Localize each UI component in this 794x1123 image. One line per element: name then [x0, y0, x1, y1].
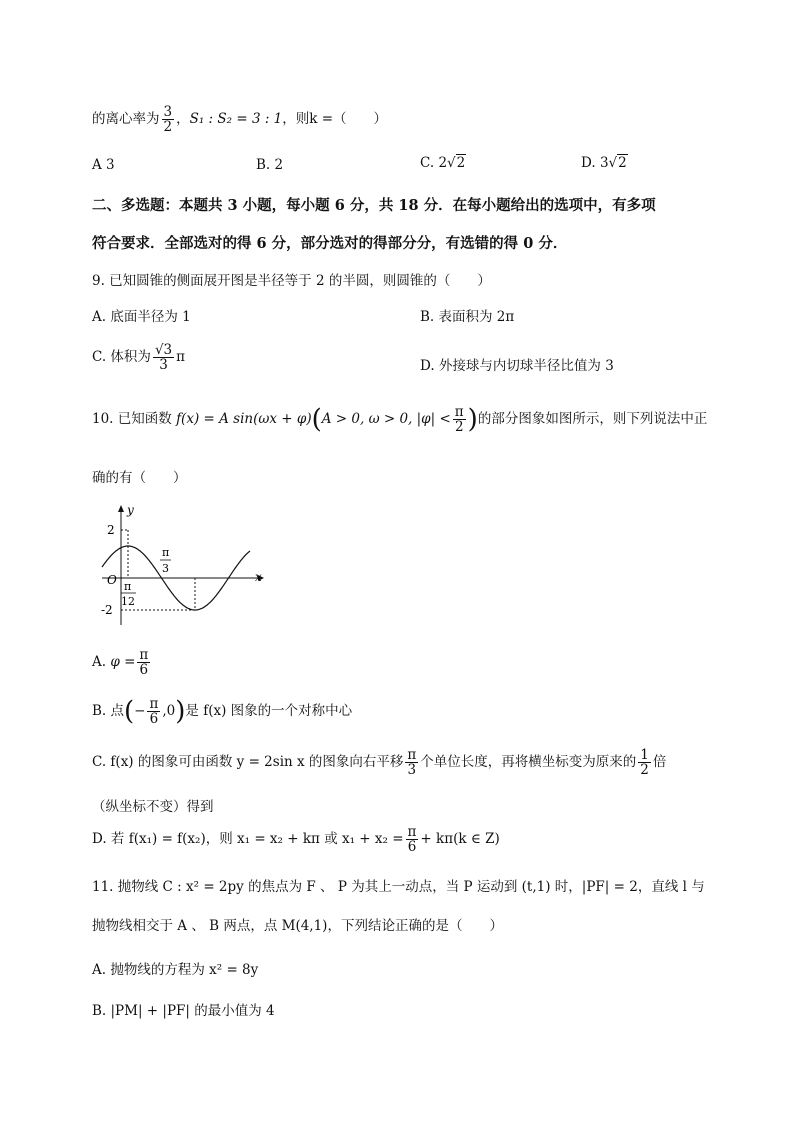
q9-option-d: D. 外接球与内切球半径比值为 3	[420, 358, 614, 374]
q9-option-c: C. 体积为 $\frac{√3}{3}$ π	[92, 342, 186, 374]
tick1-num: π	[124, 580, 132, 593]
q11-option-a: A. 抛物线的方程为 x² = 8y	[92, 962, 259, 978]
area-ratio: S₁ : S₂ = 3 : 1	[189, 111, 283, 128]
q11-option-b: B. |PM| + |PF| 的最小值为 4	[92, 1003, 275, 1019]
q10-option-a: A. φ = $\frac{\pi}{6}$	[92, 647, 149, 679]
q8-option-c: C. 2√2	[420, 155, 466, 171]
sine-graph	[92, 500, 272, 635]
q10-option-c-line2: （纵坐标不变）得到	[92, 799, 214, 815]
q10-option-c-line1: C. f(x) 的图象可由函数 y = 2sin x 的图象向右平移 $\frac{\pi}{3}$ 个单位长度，再将横坐标变为原来的 $\frac{1}{2}$ 倍	[92, 747, 667, 779]
origin-label: O	[107, 573, 117, 587]
q9-stem: 9. 已知圆锥的侧面展开图是半径等于 2 的半圆，则圆锥的（ ）	[92, 273, 491, 289]
q10-option-d: D. 若 f(x₁) = f(x₂)，则 x₁ = x₂ + kπ 或 x₁ + x₂ = $\frac{\pi}{6}$ + kπ(k ∈ Z)	[92, 824, 500, 856]
q10-stem-line1: 10. 已知函数 f(x) = A sin(ωx + φ)(A > 0, ω > 0, |φ| < $\frac{\pi}{2}$ )的部分图象如图所示，则下列说法中正	[92, 404, 708, 436]
tick1-den: 12	[121, 595, 135, 608]
y-min-label: -2	[101, 603, 113, 617]
y-axis-arrow	[118, 505, 124, 512]
q8-stem-line: 的离心率为 $\frac{3}{2}$ ，S₁ : S₂ = 3 : 1，则k =（ ）	[92, 104, 388, 136]
q8-prefix: 的离心率为	[92, 111, 160, 128]
q10-option-b: B. 点(− $\frac{\pi}{6}$ ,0)是 f(x) 图象的一个对称中心	[92, 696, 353, 728]
q8-suffix: ，则k =（ ）	[282, 111, 388, 128]
function-expr: f(x) = A sin(ωx + φ)	[176, 411, 312, 428]
q11-stem-line1: 11. 抛物线 C : x² = 2py 的焦点为 F 、 P 为其上一动点，当 P 运动到 (t,1) 时，|PF| = 2，直线 l 与	[92, 879, 705, 895]
q8-option-b: B. 2	[256, 157, 284, 173]
q9-option-a: A. 底面半径为 1	[92, 309, 191, 325]
y-axis-label: y	[127, 503, 134, 517]
q8-option-d: D. 3√2	[581, 155, 627, 171]
tick2-num: π	[162, 546, 170, 559]
q10-stem-line2: 确的有（ ）	[92, 470, 187, 486]
q8-option-a: A 3	[92, 157, 115, 173]
x-axis-label: x	[255, 570, 262, 584]
section-header-line1: 二、多选题：本题共 3 小题，每小题 6 分，共 18 分．在每小题给出的选项中，有多项	[92, 197, 656, 214]
q11-stem-line2: 抛物线相交于 A 、 B 两点，点 M(4,1)，下列结论正确的是（ ）	[92, 918, 503, 934]
eccentricity-fraction: $\frac{3}{2}$	[163, 104, 173, 136]
q9-option-b: B. 表面积为 2π	[420, 309, 515, 325]
section-header-line2: 符合要求．全部选对的得 6 分，部分选对的得部分分，有选错的得 0 分．	[92, 235, 568, 252]
tick2-den: 3	[162, 562, 169, 575]
y-max-label: 2	[107, 523, 115, 537]
